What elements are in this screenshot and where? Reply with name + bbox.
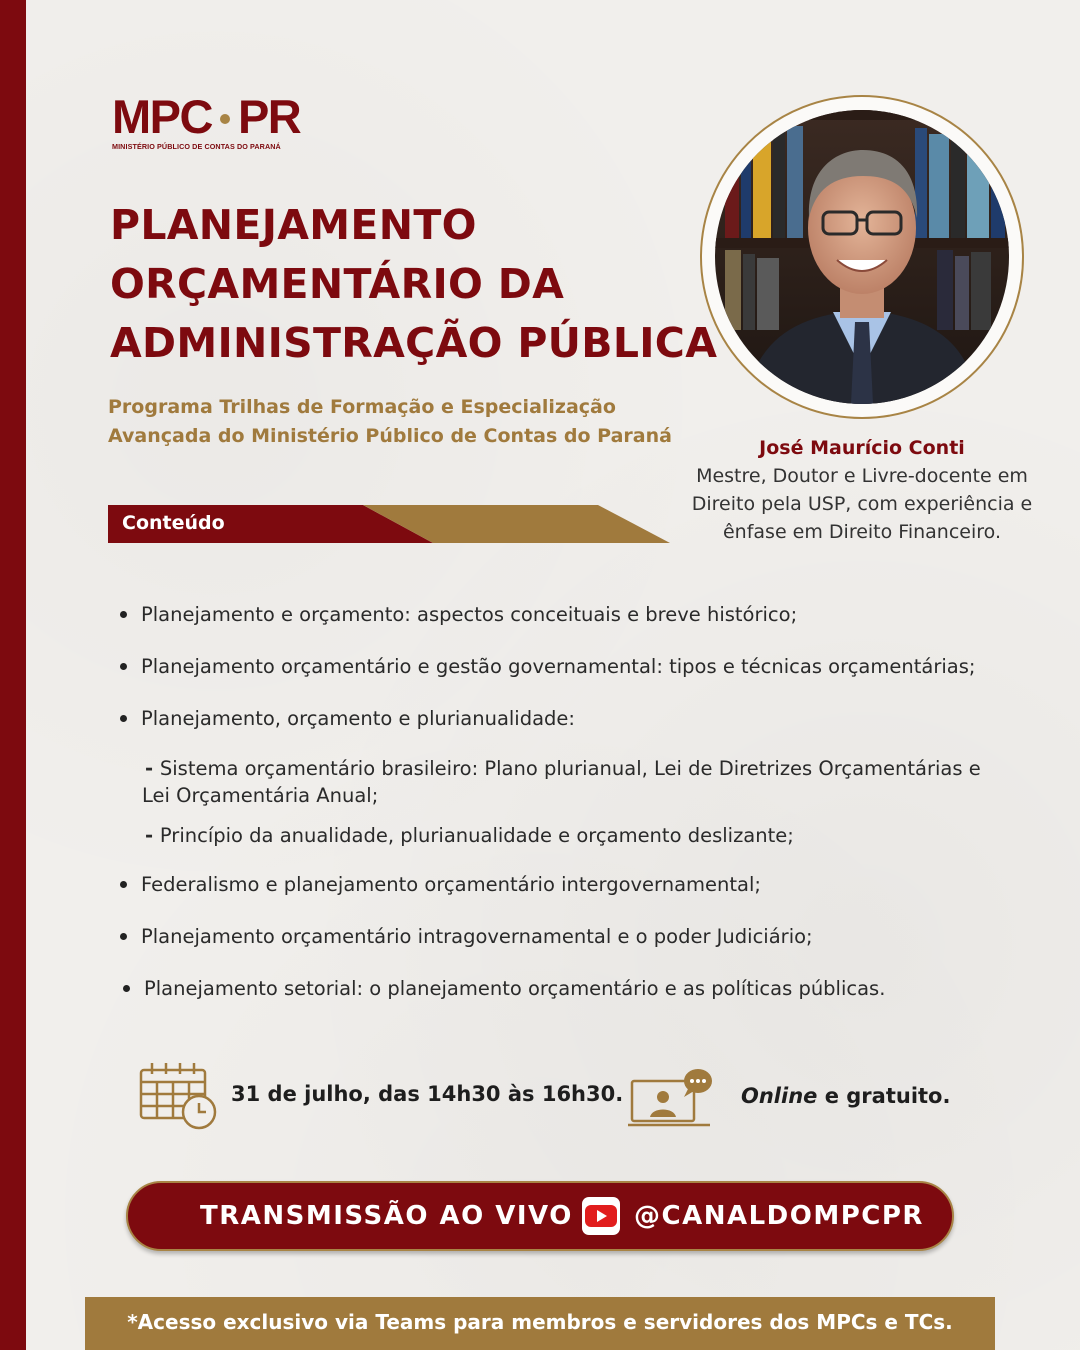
sub-list-item: - Princípio da anualidade, plurianualidade e orçamento deslizante; (145, 824, 794, 847)
title-line-3: ADMINISTRAÇÃO PÚBLICA (110, 319, 718, 367)
event-mode: Online e gratuito. (741, 1084, 951, 1108)
logo (112, 92, 300, 151)
speaker-bio-line-2: Direito pela USP, com experiência e (691, 493, 1033, 515)
logo-dot (220, 114, 230, 124)
logo-mpc: MPC (112, 90, 212, 143)
speaker-photo (715, 110, 1009, 404)
youtube-icon (582, 1197, 620, 1235)
speaker-bio-line-1: Mestre, Doutor e Livre-docente em (696, 465, 1028, 487)
live-stream-label: TRANSMISSÃO AO VIVO (200, 1201, 573, 1231)
title-line-2: ORÇAMENTÁRIO DA (110, 260, 565, 308)
speaker-info (676, 434, 1048, 546)
bullet-icon (120, 715, 127, 722)
bullet-icon (120, 881, 127, 888)
calendar-clock-icon (138, 1060, 218, 1132)
list-item: Planejamento setorial: o planejamento orçamentário e as políticas públicas. (123, 977, 885, 1000)
sub-list-item: - Sistema orçamentário brasileiro: Plano plurianual, Lei de Diretrizes Orçamentárias e Lei Orçamentária Anual; (142, 757, 981, 807)
page-title (110, 196, 717, 373)
logo-pr: PR (237, 90, 301, 143)
bullet-icon (123, 985, 130, 992)
footer-note: *Acesso exclusivo via Teams para membros e servidores dos MPCs e TCs. (127, 1310, 953, 1334)
logo-subtitle: MINISTÉRIO PÚBLICO DE CONTAS DO PARANÁ (112, 142, 281, 151)
list-item: Planejamento orçamentário e gestão governamental: tipos e técnicas orçamentárias; (120, 655, 975, 678)
list-item: Planejamento orçamentário intragovernamental e o poder Judiciário; (120, 925, 813, 948)
left-accent-bar (0, 0, 26, 1350)
channel-handle[interactable]: @CANALDOMPCPR (634, 1201, 924, 1231)
section-label: Conteúdo (122, 512, 225, 534)
online-meeting-icon (626, 1065, 718, 1129)
speaker-name: José Maurício Conti (759, 437, 965, 459)
title-line-1: PLANEJAMENTO (110, 201, 477, 249)
event-date: 31 de julho, das 14h30 às 16h30. (231, 1082, 624, 1106)
bullet-icon (120, 663, 127, 670)
subtitle-line-2: Avançada do Ministério Público de Contas do Paraná (108, 425, 672, 447)
list-item: Federalismo e planejamento orçamentário intergovernamental; (120, 873, 761, 896)
bullet-icon (120, 611, 127, 618)
speaker-bio-line-3: ênfase em Direito Financeiro. (722, 521, 1001, 543)
subtitle-line-1: Programa Trilhas de Formação e Especialização (108, 396, 616, 418)
list-item: Planejamento e orçamento: aspectos conceituais e breve histórico; (120, 603, 797, 626)
bullet-icon (120, 933, 127, 940)
list-item: Planejamento, orçamento e plurianualidade: (120, 707, 575, 730)
logo-wordmark (112, 92, 300, 142)
program-subtitle (108, 393, 672, 451)
